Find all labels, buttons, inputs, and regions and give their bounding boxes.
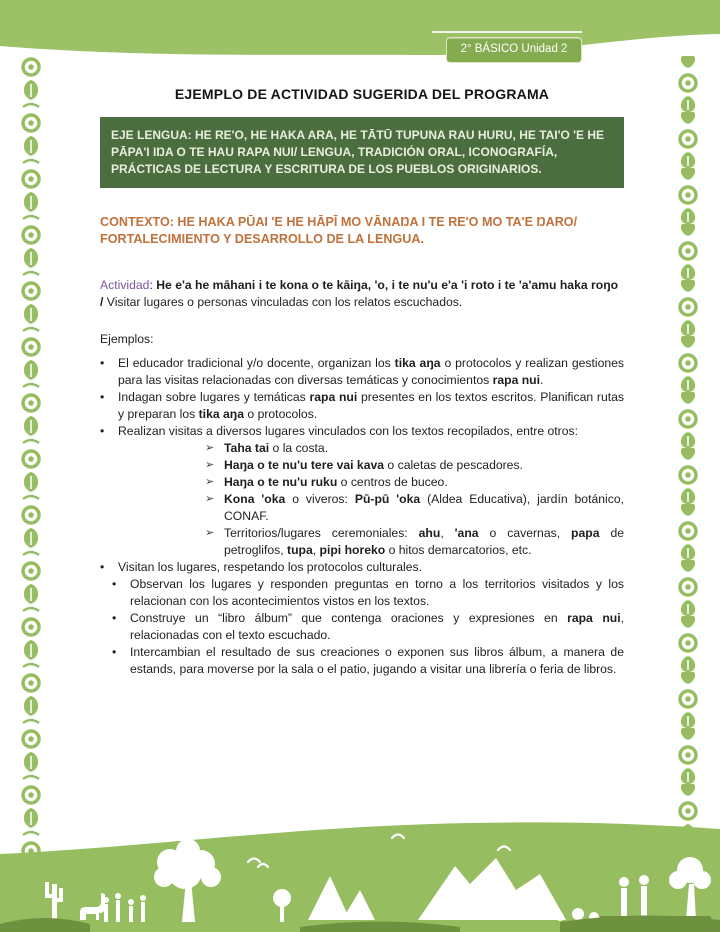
bullet-icon: • xyxy=(112,611,117,625)
list-item-text: Observan los lugares y responden preguntas en torno a los territorios visitados y los relacionan con los acontecimientos vistos en los textos. xyxy=(130,577,624,608)
list-item-text: Indagan sobre lugares y temáticas rapa nui presentes en los textos escritos. Planifican rutas y preparan los tika aŋa o protocolos. xyxy=(118,390,624,421)
activity-list xyxy=(100,355,624,678)
content-column xyxy=(100,86,624,678)
list-item-text: El educador tradicional y/o docente, organizan los tika aŋa o protocolos y realizan gestiones para las visitas relacionadas con diversas temáticas y conocimientos rapa nui. xyxy=(118,356,624,387)
bullet-icon: • xyxy=(100,390,105,404)
contexto-paragraph: CONTEXTO: HE HAKA PŪAI 'E HE HĀPĪ MO VĀNAŊA I TE RE'O MO TA'E ŊARO/ FORTALECIMIENTO Y DESARROLLO DE LA LENGUA. xyxy=(100,215,578,246)
bullet-icon: • xyxy=(112,577,117,591)
list-item-text: Realizan visitas a diversos lugares vinculados con los textos recopilados, entre otros: xyxy=(118,424,578,438)
list-item xyxy=(112,610,624,644)
list-item-text: Taha tai o la costa. xyxy=(224,441,329,455)
arrow-bullet-icon: ➢ xyxy=(205,442,215,454)
landscape-silhouette-band-icon xyxy=(0,820,720,932)
bullet-icon: • xyxy=(100,560,105,574)
green-wave-band-icon xyxy=(0,0,720,64)
list-item xyxy=(205,474,624,491)
polynesian-border-right-icon xyxy=(676,56,700,856)
list-item-text: Haŋa o te nu'u ruku o centros de buceo. xyxy=(224,475,448,489)
polynesian-border-left-icon xyxy=(19,56,43,856)
bullet-icon: • xyxy=(112,645,117,659)
ejemplos-label: Ejemplos: xyxy=(100,332,154,346)
list-item xyxy=(100,389,624,423)
arrow-bullet-icon: ➢ xyxy=(205,493,215,505)
list-item xyxy=(100,423,624,440)
bullet-icon: • xyxy=(100,424,105,438)
list-item xyxy=(112,644,624,678)
list-item xyxy=(100,355,624,389)
list-item-text: Kona 'oka o viveros: Pū-pū 'oka (Aldea Educativa), jardín botánico, CONAF. xyxy=(224,492,624,523)
list-item-text: Haŋa o te nu'u tere vai kava o caletas de pescadores. xyxy=(224,458,523,472)
actividad-paragraph: Actividad: He e'a he māhani i te kona o te kāiŋa, 'o, i te nu'u e'a 'i roto i te 'a'amu haka roŋo / Visitar lugares o personas vinculadas con los relatos escuchados. xyxy=(100,278,619,309)
bullet-icon: • xyxy=(100,356,105,370)
arrow-bullet-icon: ➢ xyxy=(205,527,215,539)
list-item-text: Territorios/lugares ceremoniales: ahu, 'ana o cavernas, papa de petroglifos, tupa, pipi horeko o hitos demarcatorios, etc. xyxy=(224,526,625,557)
eje-lengua-box: EJE LENGUA: HE RE'O, HE HAKA ARA, HE TĀTŪ TUPUNA RAU HURU, HE TAI'O 'E HE PĀPA'I IŊA O TE HAU RAPA NUI/ LENGUA, TRADICIÓN ORAL, ICONOGRAFÍA, PRÁCTICAS DE LECTURA Y ESCRITURA DE LOS PUEBLOS ORIGINARIOS. xyxy=(100,117,624,188)
list-item-text: Construye un “libro álbum” que contenga oraciones y expresiones en rapa nui, relacionadas con el texto escuchado. xyxy=(130,611,624,642)
page-title: EJEMPLO DE ACTIVIDAD SUGERIDA DEL PROGRAMA xyxy=(174,86,550,102)
list-item xyxy=(205,457,624,474)
list-item-text: Visitan los lugares, respetando los protocolos culturales. xyxy=(118,560,422,574)
list-item-text: Intercambian el resultado de sus creaciones o exponen sus libros álbum, a manera de estands, para moverse por la sala o el patio, jugando a visitar una librería o feria de libros. xyxy=(130,645,624,676)
list-item xyxy=(205,491,624,525)
list-item xyxy=(205,525,624,559)
arrow-bullet-icon: ➢ xyxy=(205,459,215,471)
list-item xyxy=(100,559,624,576)
list-item xyxy=(205,440,624,457)
arrow-bullet-icon: ➢ xyxy=(205,476,215,488)
list-item xyxy=(112,576,624,610)
unit-badge: 2° BÁSICO Unidad 2 xyxy=(446,37,582,63)
